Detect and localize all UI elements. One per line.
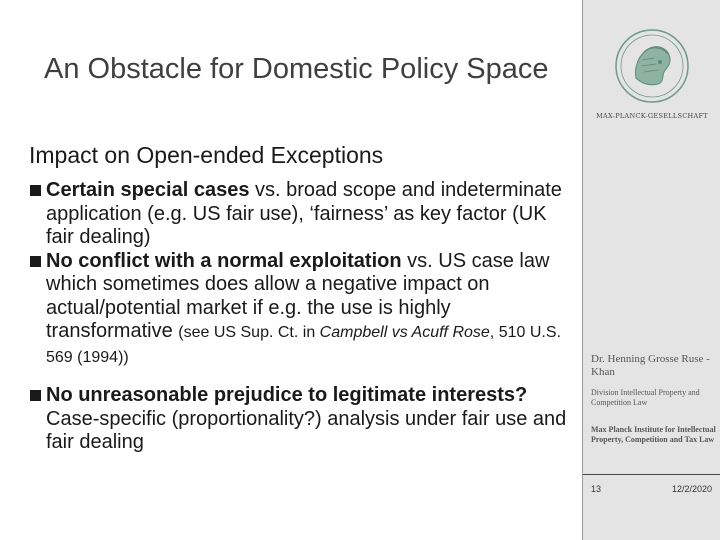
citation-text: (see US Sup. Ct. in xyxy=(178,324,320,341)
square-bullet-icon xyxy=(30,185,41,196)
bullet-lead: No unreasonable prejudice to legitimate interests? xyxy=(46,384,528,406)
bullet-item xyxy=(30,250,575,370)
division-name: Division Intellectual Property and Competition Law xyxy=(591,388,700,407)
bullet-item xyxy=(30,179,575,250)
square-bullet-icon xyxy=(30,390,41,401)
bullet-text: vs. broad scope and indeterminate application (e.g. US fair use), ‘fairness’ as key factor (UK fair dealing) xyxy=(46,179,562,248)
bullet-lead: No conflict with a normal exploitation xyxy=(46,249,402,272)
bullet-list xyxy=(30,179,575,455)
author-name: Dr. Henning Grosse Ruse - Khan xyxy=(591,353,710,378)
bullet-text: vs. US case law which sometimes does allow a negative impact on actual/potential market if e.g. the use is highly transformative xyxy=(46,249,550,342)
citation-text: , 510 U.S. 569 (1994)) xyxy=(46,324,561,366)
institute-name: Max Planck Institute for Intellectual Property, Competition and Tax Law xyxy=(591,425,716,444)
bullet-item xyxy=(30,384,575,455)
square-bullet-icon xyxy=(30,256,41,267)
slide-sidebar xyxy=(582,0,720,540)
bullet-lead: Certain special cases xyxy=(46,179,250,201)
minerva-logo-icon xyxy=(614,28,690,104)
logo-text: MAX-PLANCK-GESELLSCHAFT xyxy=(596,112,708,120)
page-number: 13 xyxy=(591,484,602,494)
case-name: Campbell vs Acuff Rose xyxy=(319,324,490,341)
slide-date: 12/2/2020 xyxy=(671,484,712,494)
slide-subtitle: Impact on Open-ended Exceptions xyxy=(29,142,384,168)
slide-title: An Obstacle for Domestic Policy Space xyxy=(44,53,549,85)
bullet-text: Case-specific (proportionality?) analysis under fair use and fair dealing xyxy=(46,407,567,453)
footer-divider xyxy=(583,474,720,475)
